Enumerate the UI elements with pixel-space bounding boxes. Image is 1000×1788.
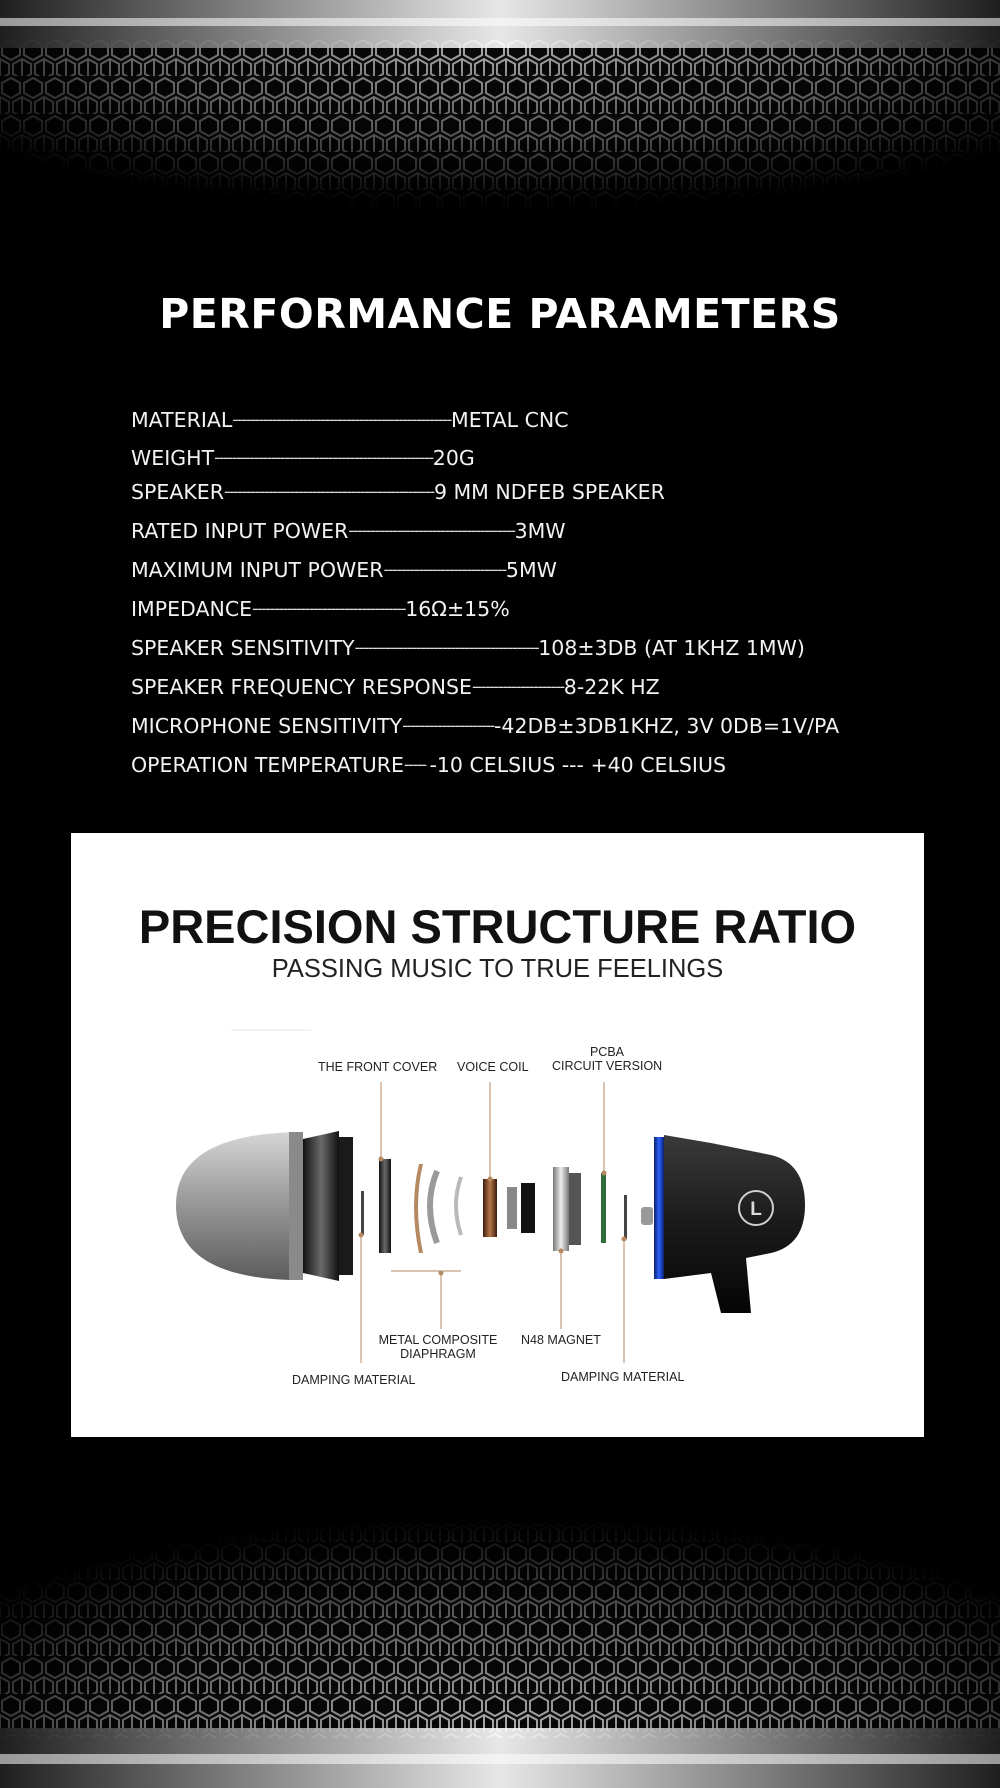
- label-damping-right: DAMPING MATERIAL: [561, 1370, 685, 1384]
- param-dashes: --------------------------------------------------: [214, 448, 433, 467]
- param-dashes: --------------------------------------: [348, 521, 515, 540]
- label-diaphragm-line1: METAL COMPOSITE: [378, 1333, 498, 1347]
- performance-parameters-title: PERFORMANCE PARAMETERS: [159, 290, 841, 338]
- param-value: 3MW: [514, 519, 566, 543]
- label-voice-coil: VOICE COIL: [457, 1060, 529, 1074]
- ear-tip-shape: [176, 1132, 301, 1280]
- param-dashes: ---------------------: [402, 716, 495, 735]
- param-dashes: -----------------------------------: [252, 599, 406, 618]
- param-row: [131, 714, 839, 738]
- side-mark-l: L: [750, 1199, 762, 1220]
- param-row: [131, 597, 510, 621]
- param-label: OPERATION TEMPERATURE: [131, 753, 404, 777]
- label-front-cover: THE FRONT COVER: [318, 1060, 438, 1074]
- param-label: MICROPHONE SENSITIVITY: [131, 714, 403, 738]
- param-row: [131, 408, 569, 432]
- pcba-shape: [601, 1173, 606, 1243]
- structure-subtitle: PASSING MUSIC TO TRUE FEELINGS: [271, 955, 724, 983]
- top-hex-mesh-banner: [0, 0, 1000, 250]
- param-value: METAL CNC: [451, 408, 569, 432]
- label-pcba-line1: PCBA: [589, 1045, 625, 1059]
- param-label: MATERIAL: [131, 408, 233, 432]
- param-label: SPEAKER SENSITIVITY: [131, 636, 355, 660]
- magnet-shape: [553, 1167, 569, 1251]
- bottom-hex-mesh-banner: [0, 1466, 1000, 1788]
- param-value: 5MW: [505, 558, 557, 582]
- param-row: [131, 480, 665, 504]
- param-row: [131, 446, 475, 470]
- label-diaphragm-line2: DIAPHRAGM: [400, 1347, 476, 1361]
- param-value: 9 MM NDFEB SPEAKER: [433, 480, 665, 504]
- param-label: IMPEDANCE: [131, 597, 253, 621]
- param-value: -42DB±3DB1KHZ, 3V 0DB=1V/PA: [494, 714, 840, 738]
- front-cover-shape: [303, 1131, 339, 1281]
- param-label: WEIGHT: [131, 446, 215, 470]
- param-dashes: --------------------------------------------------: [232, 410, 452, 429]
- structure-panel: [71, 833, 924, 1437]
- param-dashes: ----------------------------: [383, 560, 506, 579]
- rear-shell-shape: [664, 1135, 805, 1313]
- param-row: [131, 636, 805, 660]
- voice-coil-shape: [483, 1179, 497, 1237]
- param-value: 16Ω±15%: [405, 597, 510, 621]
- param-label: SPEAKER FREQUENCY RESPONSE: [131, 675, 472, 699]
- param-row: [131, 519, 566, 543]
- label-pcba-line2: CIRCUIT VERSION: [552, 1059, 663, 1073]
- label-diaphragm: [373, 1333, 503, 1361]
- structure-title: PRECISION STRUCTURE RATIO: [138, 900, 857, 953]
- param-label: SPEAKER: [131, 480, 224, 504]
- param-row: [131, 558, 557, 582]
- param-value: -10 CELSIUS --- +40 CELSIUS: [429, 753, 726, 777]
- label-pcba: [552, 1045, 662, 1073]
- param-dashes: ------------------------------------------------: [224, 482, 434, 501]
- param-dashes: ------------------------------------------: [354, 638, 539, 657]
- param-value: 8-22K HZ: [563, 675, 660, 699]
- label-damping-left: DAMPING MATERIAL: [292, 1373, 416, 1387]
- param-label: MAXIMUM INPUT POWER: [131, 558, 384, 582]
- param-dashes: ---------------------: [471, 677, 564, 696]
- param-row: [131, 753, 726, 777]
- label-magnet: N48 MAGNET: [521, 1333, 601, 1347]
- param-value: 20G: [432, 446, 475, 470]
- param-row: [131, 675, 660, 699]
- param-dashes: -----: [403, 755, 430, 774]
- param-label: RATED INPUT POWER: [131, 519, 349, 543]
- param-value: 108±3DB (AT 1KHZ 1MW): [538, 636, 805, 660]
